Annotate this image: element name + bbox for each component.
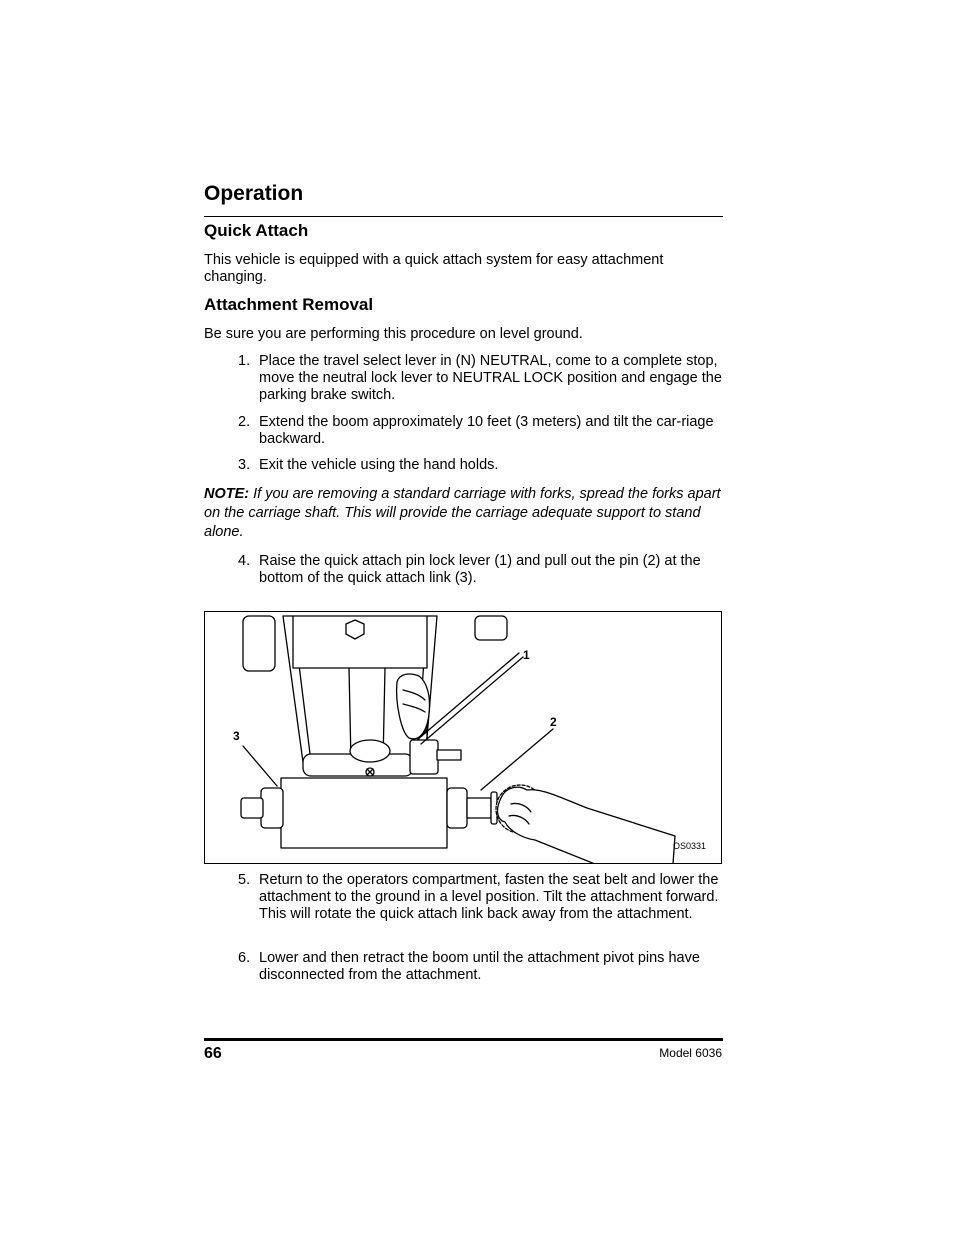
step-number: 5. xyxy=(238,872,251,888)
step-number: 6. xyxy=(238,950,251,966)
step-number: 2. xyxy=(238,414,251,430)
callout-2: 2 xyxy=(550,715,557,729)
note-label: NOTE: xyxy=(204,486,250,502)
step-1 xyxy=(238,353,722,404)
step-6 xyxy=(238,950,722,984)
step-number: 4. xyxy=(238,553,251,569)
step-text: Lower and then retract the boom until the attachment pivot pins have disconnected from the attachment. xyxy=(259,950,700,983)
level-ground-note: Be sure you are performing this procedure on level ground. xyxy=(204,326,583,342)
quick-attach-figure xyxy=(204,611,722,864)
footer-rule xyxy=(204,1038,723,1041)
section-title: Operation xyxy=(204,182,304,205)
page-number: 66 xyxy=(204,1045,222,1062)
step-5 xyxy=(238,872,722,923)
note-paragraph xyxy=(204,485,723,542)
step-text: Exit the vehicle using the hand holds. xyxy=(259,457,499,473)
step-3 xyxy=(238,457,722,474)
step-4 xyxy=(238,553,722,587)
figure-code: OS0331 xyxy=(673,841,707,851)
step-number: 1. xyxy=(238,353,251,369)
step-number: 3. xyxy=(238,457,251,473)
model-label: Model 6036 xyxy=(659,1046,722,1060)
quick-attach-heading: Quick Attach xyxy=(204,221,309,240)
quick-attach-intro: This vehicle is equipped with a quick attach system for easy attachment changing. xyxy=(204,252,664,285)
step-text: Extend the boom approximately 10 feet (3 meters) and tilt the car-riage backward. xyxy=(259,414,714,447)
note-text: If you are removing a standard carriage with forks, spread the forks apart on the carriage shaft. This will provide the carriage adequate support to stand alone. xyxy=(204,486,721,540)
step-text: Place the travel select lever in (N) NEUTRAL, come to a complete stop, move the neutral lock lever to NEUTRAL LOCK position and engage the parking brake switch. xyxy=(259,353,722,403)
quick-attach-illustration xyxy=(205,612,722,864)
step-2 xyxy=(238,414,722,448)
attachment-removal-heading: Attachment Removal xyxy=(204,295,374,314)
callout-3: 3 xyxy=(233,729,240,743)
callout-1: 1 xyxy=(523,648,530,662)
header-rule xyxy=(204,216,723,217)
step-text: Return to the operators compartment, fasten the seat belt and lower the attachment to the ground in a level position. Tilt the attachment forward. This will rotate the quick attach link back away from the attachment. xyxy=(259,872,719,922)
step-text: Raise the quick attach pin lock lever (1) and pull out the pin (2) at the bottom of the quick attach link (3). xyxy=(259,553,701,586)
